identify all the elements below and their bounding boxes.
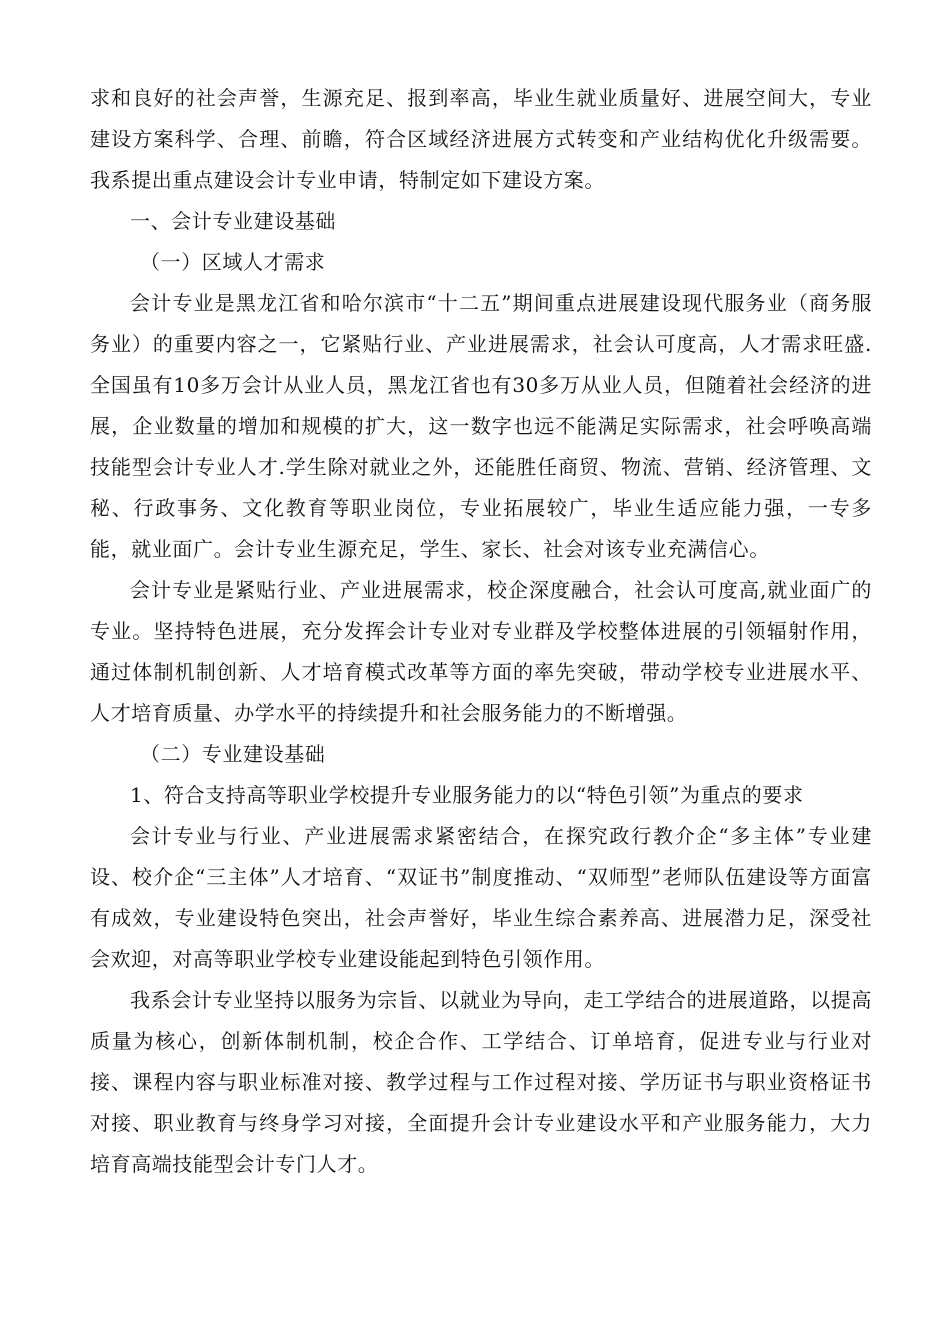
section-heading-1: 一、会计专业建设基础	[130, 209, 336, 233]
paragraph-industry-integration: 会计专业与行业、产业进展需求紧密结合，在探究政行教介企“多主体”专业建设、校介企“三主体”人才培育、“双证书”制度推动、“双师型”老师队伍建设等方面富有成效，专业建设特色突出，社会声誉好，毕业生综合素养高、进展潜力足，深受社会欢迎，对高等职业学校专业建设能起到特色引领作用。	[90, 824, 872, 971]
item-heading-1: 1、符合支持高等职业学校提升专业服务能力的以“特色引领”为重点的要求	[130, 783, 804, 807]
paragraph-regional-demand: 会计专业是黑龙江省和哈尔滨市“十二五”期间重点进展建设现代服务业（商务服务业）的重要内容之一，它紧贴行业、产业进展需求，社会认可度高，人才需求旺盛.全国虽有10多万会计从业人员，黑龙江省也有30多万从业人员，但随着社会经济的进展，企业数量的增加和规模的扩大，这一数字也远不能满足实际需求，社会呼唤高端技能型会计专业人才.学生除对就业之外，还能胜任商贸、物流、营销、经济管理、文秘、行政事务、文化教育等职业岗位，专业拓展较广，毕业生适应能力强，一专多能，就业面广。会计专业生源充足，学生、家长、社会对该专业充满信心。	[90, 291, 872, 561]
paragraph-service-orientation: 我系会计专业坚持以服务为宗旨、以就业为导向，走工学结合的进展道路，以提高质量为核心，创新体制机制，校企合作、工学结合、订单培育，促进专业与行业对接、课程内容与职业标准对接、教学过程与工作过程对接、学历证书与职业资格证书对接、职业教育与终身学习对接，全面提升会计专业建设水平和产业服务能力，大力培育高端技能型会计专门人才。	[90, 988, 872, 1176]
subsection-heading-regional-demand: （一）区域人才需求	[140, 250, 326, 274]
paragraph-continuation: 求和良好的社会声誉，生源充足、报到率高，毕业生就业质量好、进展空间大，专业建设方案科学、合理、前瞻，符合区域经济进展方式转变和产业结构优化升级需要。我系提出重点建设会计专业申请，特制定如下建设方案。	[90, 86, 872, 192]
document-body	[90, 78, 872, 1185]
subsection-heading-construction-basis: （二）专业建设基础	[140, 742, 326, 766]
paragraph-accounting-profile: 会计专业是紧贴行业、产业进展需求，校企深度融合，社会认可度高,就业面广的专业。坚持特色进展，充分发挥会计专业对专业群及学校整体进展的引领辐射作用，通过体制机制创新、人才培育模式改革等方面的率先突破，带动学校专业进展水平、人才培育质量、办学水平的持续提升和社会服务能力的不断增强。	[90, 578, 872, 725]
